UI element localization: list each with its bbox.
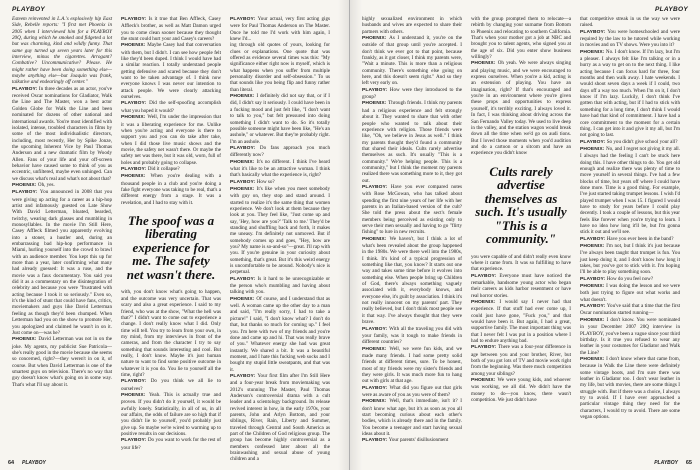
speaker-label: PLAYBOY: <box>362 326 390 332</box>
paragraph-text: Well, that's immediate, isn't it? I don't know what age, but it's as soon as you all start becoming curious about each other's bodies, which is already there and in the family. You become a teenager and start having sexual ideas about it. <box>362 398 462 437</box>
speaker-label: PLAYBOY: <box>230 276 258 282</box>
article-intro: Esteem reinvented in L.A.'s explosively hip East Side, Rebelle reports: "I first met Phoenix in 2005 when I interviewed him for a PLAYBOY 20Q, during which he smoked and fidgeted a lot but was charming, kind and wildly funny. That same guy turned up seven years later for this interview, minus the cigarettes. Arrogant? Combative? Uncommunicative? Please. He might rather have been doing something else—maybe anything else—but Joaquin was frank, talkative and endearingly off center." <box>12 16 112 86</box>
qa-paragraph <box>12 182 112 189</box>
qa-paragraph <box>230 186 330 276</box>
qa-paragraph <box>230 16 330 42</box>
speaker-label: PLAYBOY: <box>362 385 390 391</box>
right-columns <box>362 16 688 445</box>
paragraph-text: There was a four-year difference in age between you and your brother, River, but both of you got lots of TV and movie work right from the beginning. Was there much competition among your siblings? <box>471 344 571 377</box>
paragraph-text: I was doing the lesson and we were both just trying to figure out what works and what doesn't. <box>580 283 680 303</box>
paragraph-text: Oh yeah. We were always singing and playing music, and we were encouraged to express ourselves. When you're a kid, acting is an extension of playing. You have an imagination, right? If that's encouraged and you're in an environment where you're given these props and opportunities to express yourself, it's terribly exciting. I always loved it. In fact, I was thinking about driving across the San Fernando Valley today. We used to live deep in the valley, and the station wagon would break down all the time when we'd go on audi tions. But I loved those moments when you'd audition and do a cartoon or a sitcom and have an experience you didn't know <box>471 60 571 157</box>
speaker-label: PLAYBOY: <box>230 373 258 379</box>
qa-paragraph <box>121 437 221 451</box>
qa-paragraph <box>121 392 221 437</box>
paragraph-text: Through friends. I think my parents had a religious experience and felt strongly about it. They wanted to share that with other people who wanted to talk about their experience with religion. Those friends were like, "Oh, we believe in Jesus as well." I think my parents thought they'd found a community that shared their ideals. Cults rarely advertise themselves as such. It's usually "This is a community." We're helping people. This is a community," but I think the moment my parents realized there was something more to it, they got out. <box>362 100 462 184</box>
paragraph-text: Of course, and I understand that as well. A woman came up the other day to a man and said, "I'm really sorry, I had to take a picture!" I said, "I don't know what? I don't do that, but thanks so much for coming up." I feel you. I'm here with two of my friends and you're done and came up and hi. That was really brave of you." Whatever energy she had was great instantly. We shared a bit. It was a beautiful moment, and I hate this fucking web socks and I bought my stupid little sweatpants, and that was it. <box>230 295 330 373</box>
right-folio-title: PLAYBOY <box>654 460 678 466</box>
speaker-label: PHOENIX: <box>230 159 257 165</box>
speaker-label: PHOENIX: <box>12 182 38 188</box>
paragraph-text: David Letterman was not in on the joke. My agents, my publicist Sue Patricola—she's really good in the movie because she seems so concerned, right?—they weren't in on it, of course. But when David Letterman is one of the smartest guys on television. There's no way that guy doesn't know what's going on in some way. That's what I'll say about it. <box>12 336 112 388</box>
right-page <box>350 0 700 470</box>
paragraph-text: In three decades as an actor, you've received Oscar nominations for Gladiator, Walk the Line and The Master, won a best actor Golden Globe for Walk the Line and been nominated for dozens of other national and international awards. You're most identified with isolated, intense, troubled characters in films by some of the most individualistic directors, including, most recently, Her by Spike Jonze, the upcoming Inherent Vice by Paul Thomas Anderson and a new dramatic film by Woody Allen. Fans of your life and your off-screen behavior have caused some to think of you as eccentric, unfiltered, maybe even unhinged. Can we discuss what's real and what's not about that? <box>12 85 112 182</box>
left-folio-title: PLAYBOY <box>22 460 46 466</box>
speaker-label: PHOENIX: <box>580 146 606 152</box>
qa-paragraph <box>362 398 462 437</box>
speaker-label: PLAYBOY: <box>121 101 150 107</box>
qa-paragraph <box>471 60 571 156</box>
paragraph-text: Yeah. This is actually true and proven. If you didn't do it yourself, it would be awfully lonely. Statistically, in all of us, in all our affairs, the odds of failure are so high that if you didn't lie to yourself, you'd probably just give up. So maybe we're wired to warming up to positive results in our decisions. <box>121 391 221 438</box>
left-columns <box>12 16 337 463</box>
paragraph-text: I'm not, but I think it's just because I've always been taught that trumpet is fun. You just keep doing it, and I don't know how long it takes, but you've got to stick with it. I'm hoping I'll be able to play something soon. <box>580 243 680 276</box>
qa-paragraph <box>121 100 221 114</box>
speaker-label: PHOENIX: <box>121 43 148 49</box>
qa-paragraph <box>580 236 680 243</box>
paragraph-text: As I understand it, you're on the outside of that group until you're accepted. I don't think we ever got to that point, because frankly, as it got closer, I think my parents were, "Wait a minute. This is more than a religious community. There's something else going on here, and this doesn't seem right." And so they left very early on. <box>362 35 462 87</box>
speaker-label: PHOENIX: <box>362 236 390 242</box>
left-column-1 <box>12 16 112 456</box>
qa-paragraph <box>580 303 680 317</box>
speaker-label: PHOENIX: <box>12 337 39 343</box>
paragraph-text: Oh, yes. <box>37 181 55 188</box>
paragraph-text: How were they introduced to the group? <box>362 86 462 101</box>
qa-paragraph <box>471 377 571 403</box>
qa-paragraph <box>12 86 112 182</box>
qa-paragraph <box>121 289 221 378</box>
right-column-1 <box>362 16 462 445</box>
paragraph-text: highly sexualized environment in which husbands and wives are expected to share their partners with others. <box>362 16 462 35</box>
speaker-label: PLAYBOY: <box>121 438 148 444</box>
speaker-label: PLAYBOY: <box>580 236 607 242</box>
paragraph-text: Do you want to work for the rest of your life? <box>121 437 221 451</box>
qa-paragraph <box>471 254 571 273</box>
speaker-label: PLAYBOY: <box>471 273 500 279</box>
paragraph-text: You've said that a time that the first Oscar nomination started running— <box>580 303 680 317</box>
speaker-label: PLAYBOY: <box>121 379 151 385</box>
qa-paragraph <box>121 173 221 206</box>
speaker-label: PLAYBOY: <box>580 304 607 310</box>
paragraph-text: Maybe Casey had that conversation with them, but I didn't. I can see how people felt like they'd been duped. I think I would have had a similar reaction. I totally understand people getting defensive and scared because they don't want to be taken advantage of. I think now everyone knows I was never our intention to attack people. We were clearly attacking ourselves. <box>121 42 221 101</box>
speaker-label: PLAYBOY: <box>580 276 607 282</box>
speaker-label: PHOENIX: <box>362 399 390 405</box>
paragraph-text: It's no different. I think I've heard what it's like to be an attractive woman. I think that's basically what the experience is, right? <box>230 158 330 179</box>
paragraph-text: Have you ever compared notes with Rose McGowan, who has talked about spending the first nine years of her life with her parents in an Italian-based version of the cult? She told the press about the sect's female members being perceived as existing only to serve their men sexually and having to go "flirty fishing" to lure in new recruits. <box>362 183 462 236</box>
paragraph-text: Is it hard to be unrecognizable or the person who's mumbling and having about talking with you. <box>230 275 331 296</box>
paragraph-text: Did the self-spoofing accomplish what you hoped it would? <box>121 100 222 114</box>
speaker-label: PHOENIX: <box>580 356 607 362</box>
qa-paragraph <box>362 346 462 385</box>
left-page-number: 64 <box>8 460 15 466</box>
speaker-label: PHOENIX: <box>471 61 498 67</box>
paragraph-text: Is it true that Ben Affleck, Casey Affleck's brother, as well as Matt Damon urged you to come clean sooner because they thought the stunt could hurt your and Casey's careers? <box>121 16 221 43</box>
paragraph-text: you were capable of and didn't really even know where it came from. It was so fulfilling to have that experience. <box>471 253 571 273</box>
paragraph-text: Your parents' disillusionment <box>388 437 449 444</box>
qa-paragraph <box>362 184 462 236</box>
pull-quote-right: Cults rarely advertise themselves as such. It's usually "This is a community." <box>475 163 567 247</box>
paragraph-text: Have you ever been in the band? <box>606 235 674 242</box>
qa-paragraph <box>580 317 680 356</box>
paragraph-text: I don't know where that came from, because in Walk the Line there were definitely some vintage boots, and I'm sure there was leather in Gladiator too. I don't wear leather in my life, but with movies, there are some things I struggle with. But if there was a choice, I always try to avoid. If I have ever approached a particular vintage thing they need for the characters, I would try to avoid. There are some vegan options. <box>580 355 680 420</box>
qa-paragraph <box>362 236 462 326</box>
left-running-head: PLAYBOY <box>12 6 46 13</box>
qa-paragraph <box>230 159 330 179</box>
paragraph-text: Everyone must have noticed the remarkable, handsome young actor who began their careers as kids harbor resentment or have real horror stories. <box>471 272 571 299</box>
qa-paragraph <box>471 344 571 377</box>
qa-paragraph <box>362 87 462 101</box>
speaker-label: PHOENIX: <box>580 244 607 250</box>
paragraph-text: We were young kids, and whoever was working, we all did. We didn't have the money to do—you know, there wasn't competition. We just didn't have <box>471 377 571 404</box>
paragraph-text: Your first film after I'm Still Here and a four-year break from moviemaking was 2012's stunning The Master, Paul Thomas Anderson's controversial drama with a cult leader and a scientology background. Its release revived interest in how, in the early 1970s, your parents, John and Arlyn Bottom, and your siblings, River, Rain, Liberty and Summer, traveled through Central and South America as part of the Children of God religious group. The group has become highly controversial as a members confessed later about all the brainwashing and sexual abuse of young children and a <box>230 372 330 463</box>
qa-paragraph <box>580 276 680 283</box>
paragraph-text: I would say I never had that experience. If that stuff had ever come up, I could just have gone, "Fuck you," and that would have been it. But again, I had a great, supportive family. The most important thing was that I never felt I was put in a position where I had to endure anything bad. <box>471 298 571 345</box>
speaker-label: PHOENIX: <box>362 101 389 107</box>
paragraph-text: ing through old quotes of yours, looking for clues or explanations. One quote that was offered as evidence several times was this: "My significance either right now is myself, which is what happens when you suffer from multiple personality disorder and self-obsession." To us that sounds like you being flip and funny rather than literal. <box>230 42 330 93</box>
speaker-label: PLAYBOY: <box>121 166 148 172</box>
paragraph-text: What did you figure out that girls were as aware of you as you were of them? <box>362 384 463 398</box>
pull-quote-left: The spoof was a liberating experience for me. The safety net wasn't there. <box>126 212 216 282</box>
right-page-number: 65 <box>685 460 692 466</box>
paragraph-text: No. I don't know. If I'm lazy, but I'm a pleaser. I always felt like I'm talking or in a hurry as a way to get on to the next thing. I like acting because I can focus hard for three, four months and then walk away. I hate weekends. I would shoot seven days a week if I could, two days off a way too much. When I'm on it, I don't know if I'm lazy. Luckily, I don't think I've gotten that with acting, but if I had to stick with something for a long time, I don't think I would have had that kind of commitment. I have had a core commitment to the moment for a certain thing. I can get into it and give it my all, but I'm not going to last. <box>580 48 681 139</box>
speaker-label: PLAYBOY: <box>12 86 39 92</box>
speaker-label: PHOENIX: <box>580 49 606 55</box>
right-column-2 <box>471 16 571 445</box>
paragraph-text: Do fans approach you much differently now? <box>230 144 330 159</box>
qa-paragraph <box>362 385 462 399</box>
qa-paragraph <box>230 373 330 463</box>
speaker-label: PLAYBOY: <box>580 139 607 145</box>
qa-paragraph <box>121 166 221 173</box>
paragraph-text: It's like when you meet somebody with guy on, they stop and stand around. I started to realize it's the same thing that women experience. We don't look at them because they look at you. They feel like, "Just come up and say, 'Hey, how are you?' 'Talk to me.' They'd be standing and shuffling back and forth, it makes me uneasy. I'm definitely not unmoved. But if somebody comes up and goes, "Hey, how are you? My name is so-and-so"—great. I'll rap with you. If you're genuine in your curiosity about something, that's great. But it's this weird energy is uncomfortable to be around. Nobody's nice is perpetual. <box>230 185 331 276</box>
paragraph-text: I definitely did not say that, or if I did, I didn't say it seriously. I could have been in a fucking mood and just felt like, "I don't want to talk to you," but felt pressured into doing something I didn't want to do. So it's totally possible someone might have been like, "He's an asshole," or whatever. But they're probably right. I'm an asshole. <box>230 93 330 145</box>
qa-paragraph <box>580 139 680 146</box>
speaker-label: PHOENIX: <box>471 299 500 305</box>
speaker-label: PLAYBOY: <box>230 179 257 185</box>
qa-paragraph <box>471 299 571 344</box>
qa-paragraph <box>580 146 680 236</box>
qa-paragraph <box>362 35 462 87</box>
speaker-label: PHOENIX: <box>230 94 257 100</box>
right-running-head: PLAYBOY <box>654 6 688 13</box>
qa-paragraph <box>362 326 462 346</box>
paragraph-text: I don't know. You were nominated in your December 2007 20Q interview in PLAYBOY, you've been a vague since your third birthday. Is it true you refused to wear any leather in your costumes for Gladiator and Walk the Line? <box>580 316 680 356</box>
speaker-label: PHOENIX: <box>230 186 257 192</box>
paragraph-text: that competitive streak in us the way we were raised. <box>580 16 680 29</box>
qa-paragraph <box>121 378 221 392</box>
speaker-label: PLAYBOY: <box>362 438 389 444</box>
qa-paragraph <box>471 273 571 299</box>
qa-paragraph <box>471 16 571 60</box>
paragraph-text: Did it collapse? <box>147 165 180 172</box>
paragraph-text: We haven't, but I think a lot of what's been revealed about the group happened in the 1980s. We were there well into the 1980s, I think. It's kind of a typical progression of something like that, you know? It starts out one way and takes some time before it evolves into something else. When people bring up Children of God, there's always something vaguely associated with it, everybody knows, and everyone else, it's guilt by association. I think it's not really innocent on my parents' part. They really believed, but I don't think most people see it that way. I've always thought that they were brave. <box>362 235 463 326</box>
qa-paragraph <box>121 42 221 100</box>
speaker-label: PLAYBOY: <box>471 345 498 351</box>
qa-paragraph <box>362 437 462 444</box>
qa-paragraph <box>230 179 330 186</box>
paragraph-text: Well, I'm under the impression that it was a liberating experience for me. Unlike when you're acting and everyone is there to support you and you can do take after take, when I did those live music shows and the movie, the safety net wasn't there. Or maybe the safety net was there, but it was old, worn, full of holes and probably going to collapse. <box>121 114 221 166</box>
qa-paragraph <box>230 42 330 93</box>
qa-paragraph <box>230 93 330 145</box>
paragraph-text: with, you don't know what's going to happen, and the outcome was very uncertain. That was scary and also a great experience. I said to my friend, who was at the show, "What the hell was that?" I didn't want to come out to experience a change. I don't really know what I did. Only time will tell. You try to learn from your own, in my mind, from my interviews in front of the cameras, and from the character I try to say something that sounds interesting and cool. But really, I don't know. Maybe it's just human nature to want to find some positive outcome in whatever it is you do. You lie to yourself all the time, right? <box>121 289 221 378</box>
paragraph-text: Do you think we all lie to ourselves? <box>121 378 221 392</box>
speaker-label: PHOENIX: <box>580 317 607 323</box>
speaker-label: PLAYBOY: <box>230 145 260 151</box>
paragraph-text: With all the traveling you did with your family, was it tough to make friends in different countries? <box>362 325 462 346</box>
speaker-label: PLAYBOY: <box>362 87 390 93</box>
speaker-label: PHOENIX: <box>471 378 498 384</box>
qa-paragraph <box>230 296 330 373</box>
qa-paragraph <box>121 16 221 42</box>
qa-paragraph <box>362 100 462 183</box>
qa-paragraph <box>12 336 112 388</box>
paragraph-text: When you're dealing with a thousand people in a club and you're doing a fake fight everyone was taking to be real, that's a different energy from a stage. It was a revelation, and I had to stay with it. <box>121 173 221 206</box>
paragraph-text: How so? <box>256 178 275 185</box>
speaker-label: PHOENIX: <box>362 36 390 42</box>
qa-paragraph <box>230 276 330 296</box>
qa-paragraph <box>580 243 680 276</box>
paragraph-text: No, and I regret not giving it my all. I always had the feeling I can't be stuck here doing this. I have other things to do. You get old enough and realize there was plenty of time to move yourself in several things. I've had a few blocks of time, but years off where I could have done more. Time is a good thing. For example, I've just started taking trumpet lessons. I wish I'd played trumpet when I was 15. I figured I would have to study for years before I could play decently. I took a couple of lessons, but this year feels like forever when you're trying to learn. I have no idea how long it'll be, but I'm gonna stick it out and we'll see. <box>580 145 680 236</box>
left-column-3 <box>230 16 331 463</box>
left-column-2 <box>121 16 221 456</box>
qa-paragraph <box>580 29 680 49</box>
speaker-label: PHOENIX: <box>121 174 151 180</box>
speaker-label: PLAYBOY: <box>121 17 149 22</box>
paragraph-text: Well, we were fun kids, and we made many friends. I had some pretty solid friends at different times, sure. To be honest, most of my friends were my sister's friends and they were girls. It was much more fun to hang out with girls at that age. <box>362 345 463 385</box>
paragraph-text: You were homeschooled and were required by the law to be tutored while working in movies and on TV shows. Were you into it? <box>580 28 680 49</box>
qa-paragraph <box>580 356 680 420</box>
speaker-label: PHOENIX: <box>121 392 149 398</box>
paragraph-text: You announced in 2008 that you were giving up acting for a career as a hip-hop artist and infamously guested on Late Show With David Letterman, bloated, bearded, twitchy, wearing dark glasses and mumbling in monosyllables. In the movie I'm Still Here, Casey Affleck filmed you apparently evolving into a stoner, a hustler and, during an embarrassing bad hip-hop performance in Miami, hurling yourself into the crowd to brawl with an audience member. You kept this up for more than a year, later confirming what many had already guessed: It was a ruse, and the movie was a faux documentary. You said you did it as a commentary on the disintegration of celebrity and because you were "frustrated with acting because I took it so seriously." Even so, it's the kind of stunt that could have fans, critics, moviemakers and guys like David Letterman feeling as though they'd been chumped. When Letterman had you on the show to promote Her, you apologized and claimed he wasn't in on it. Just come on—was he? <box>12 189 113 336</box>
qa-paragraph <box>580 49 680 139</box>
speaker-label: PLAYBOY: <box>12 190 40 196</box>
qa-paragraph <box>12 189 112 336</box>
qa-paragraph <box>121 114 221 166</box>
qa-paragraph <box>580 16 680 29</box>
speaker-label: PHOENIX: <box>362 346 390 352</box>
speaker-label: PLAYBOY: <box>580 29 608 35</box>
paragraph-text: How do you feel now? <box>606 275 654 282</box>
qa-paragraph <box>580 283 680 303</box>
speaker-label: PLAYBOY: <box>362 184 391 190</box>
speaker-label: PHOENIX: <box>230 296 257 302</box>
paragraph-text: So you didn't give school your all? <box>606 138 678 145</box>
paragraph-text: with the group prompted them to relocate—a rebirth by changing your surname from Bottom to Phoenix and relocating to southern California. That's when your mother got a job at NBC and brought you to talent agents, who signed you at the age of six. Did you enter show business willingly? <box>471 16 571 61</box>
speaker-label: PHOENIX: <box>580 284 607 290</box>
speaker-label: PLAYBOY: <box>230 17 258 22</box>
right-column-3 <box>580 16 680 445</box>
qa-paragraph <box>230 145 330 159</box>
paragraph-text: Your actual, very first acting gigs were for Paul Thomas Anderson on The Master. Once he told me I'd work with him again, I knew I'd... <box>230 16 331 43</box>
qa-paragraph <box>362 16 462 35</box>
speaker-label: PHOENIX: <box>121 115 148 121</box>
